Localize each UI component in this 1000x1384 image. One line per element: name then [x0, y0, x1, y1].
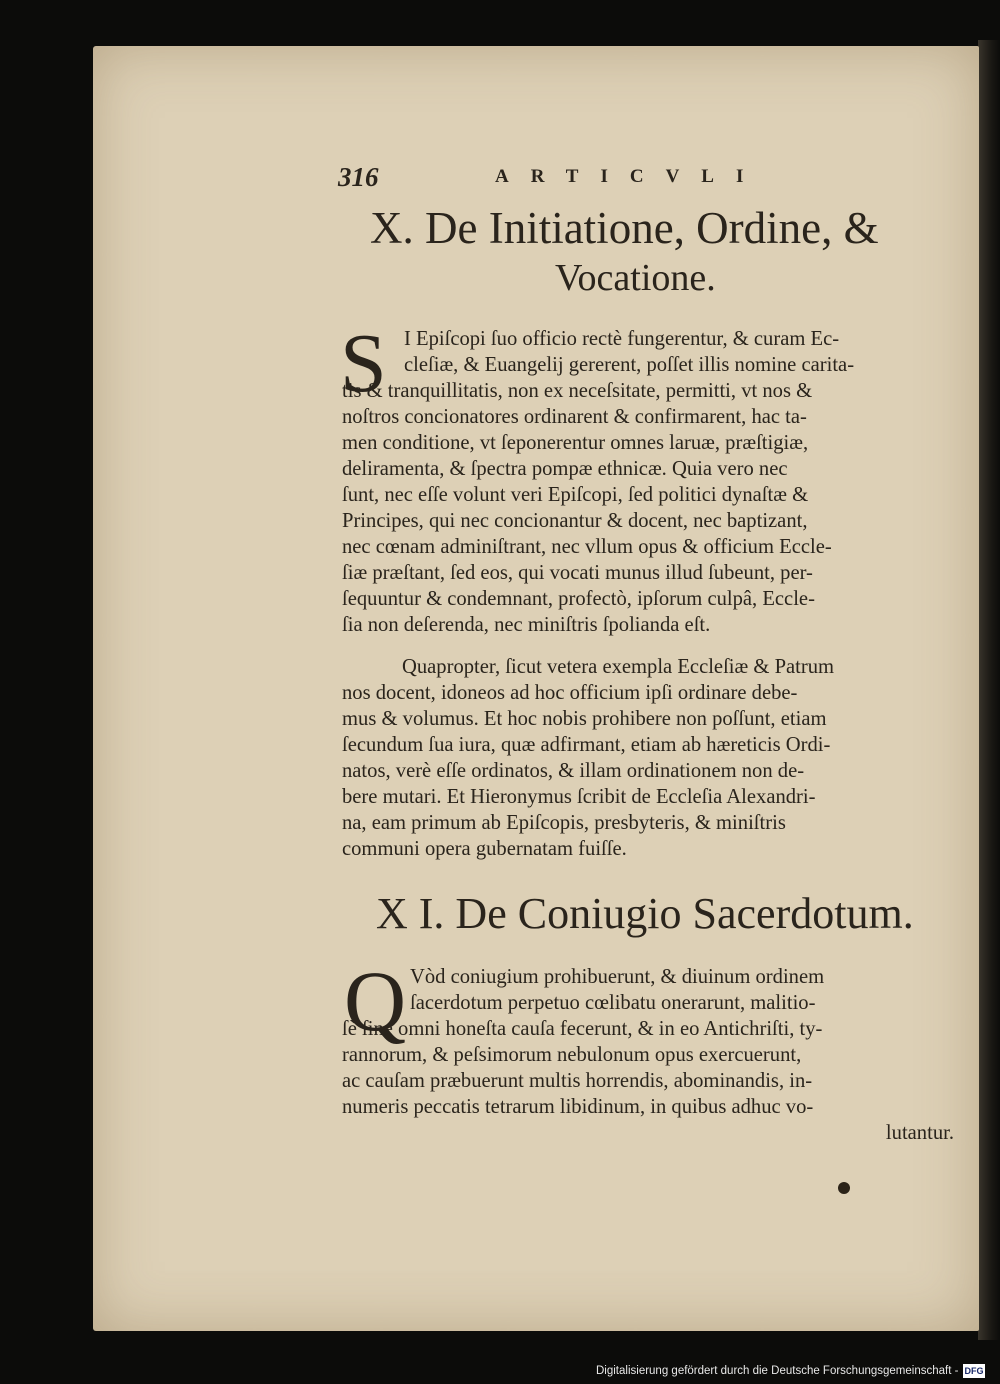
text-line: ſacerdotum perpetuo cœlibatu onerarunt, malitio-: [410, 992, 816, 1014]
text-line: bere mutari. Et Hieronymus ſcribit de Eccleſia Alexandri-: [342, 786, 816, 808]
text-line: I Epiſcopi ſuo officio rectè fungerentur, & curam Ec-: [404, 328, 840, 350]
section-heading-xi: X I. De Coniugio Sacerdotum.: [376, 889, 914, 938]
text-line: ſiæ præſtant, ſed eos, qui vocati munus illud ſubeunt, per-: [342, 562, 813, 584]
section-heading-x-line1: X. De Initiatione, Ordine, &: [370, 203, 879, 253]
dfg-logo: DFG: [964, 1366, 984, 1376]
text-line: nec cœnam adminiſtrant, nec vllum opus & officium Eccle-: [342, 536, 832, 558]
text-line: Vòd coniugium prohibuerunt, & diuinum ordinem: [410, 966, 825, 988]
paragraph-2: [342, 654, 954, 862]
text-line: numeris peccatis tetrarum libidinum, in quibus adhuc vo-: [342, 1096, 814, 1118]
text-line: ſequuntur & condemnant, profectò, ipſorum culpâ, Eccle-: [342, 588, 815, 610]
text-line: Quapropter, ſicut vetera exempla Eccleſiæ & Patrum: [402, 656, 835, 678]
text-line: nos docent, idoneos ad hoc officium ipſi ordinare debe-: [342, 682, 798, 704]
section-heading-x-line2: Vocatione.: [555, 257, 716, 299]
text-line: ac cauſam præbuerunt multis horrendis, abominandis, in-: [342, 1070, 813, 1092]
text-line: deliramenta, & ſpectra pompæ ethnicæ. Quia vero nec: [342, 458, 788, 480]
text-line: Principes, qui nec concionantur & docent, nec baptizant,: [342, 510, 808, 532]
text-line: na, eam primum ab Epiſcopis, presbyteris, & miniſtris: [342, 812, 786, 834]
text-line: noſtros concionatores ordinarent & confirmarent, hac ta-: [342, 406, 807, 428]
ink-blot: [838, 1182, 850, 1194]
paragraph-3: [342, 964, 954, 1146]
text-line: ſecundum ſua iura, quæ adfirmant, etiam ab hæreticis Ordi-: [342, 734, 831, 756]
text-line: natos, verè eſſe ordinatos, & illam ordinationem non de-: [342, 760, 805, 782]
text-line: ſè ſine omni honeſta cauſa fecerunt, & in eo Antichriſti, ty-: [342, 1018, 823, 1040]
text-line: cleſiæ, & Euangelij gererent, poſſet illis nomine carita-: [404, 354, 855, 376]
text-line: ſunt, nec eſſe volunt veri Epiſcopi, ſed politici dynaſtæ &: [342, 484, 809, 506]
paragraph-1: [342, 326, 954, 638]
digitization-credit: Digitalisierung gefördert durch die Deutsche Forschungsgemeinschaft -: [596, 1365, 959, 1377]
text-line: lutantur.: [885, 1122, 954, 1144]
text-line: rannorum, & peſsimorum nebulonum opus exercuerunt,: [342, 1044, 802, 1066]
book-binding-edge: [978, 40, 1000, 1340]
text-line: communi opera gubernatam fuiſſe.: [342, 838, 627, 860]
text-line: tis & tranquillitatis, non ex neceſsitate, permitti, vt nos &: [342, 380, 813, 402]
text-line: ſia non deſerenda, nec miniſtris ſpolianda eſt.: [342, 614, 711, 636]
text-line: men conditione, vt ſeponerentur omnes laruæ, præſtigiæ,: [342, 432, 809, 454]
text-line: mus & volumus. Et hoc nobis prohibere non poſſunt, etiam: [342, 708, 827, 730]
drop-cap-s: S: [340, 317, 387, 410]
running-head: ARTICVLI: [495, 166, 766, 187]
page-number: 316: [338, 162, 379, 192]
drop-cap-q: Q: [344, 953, 407, 1049]
